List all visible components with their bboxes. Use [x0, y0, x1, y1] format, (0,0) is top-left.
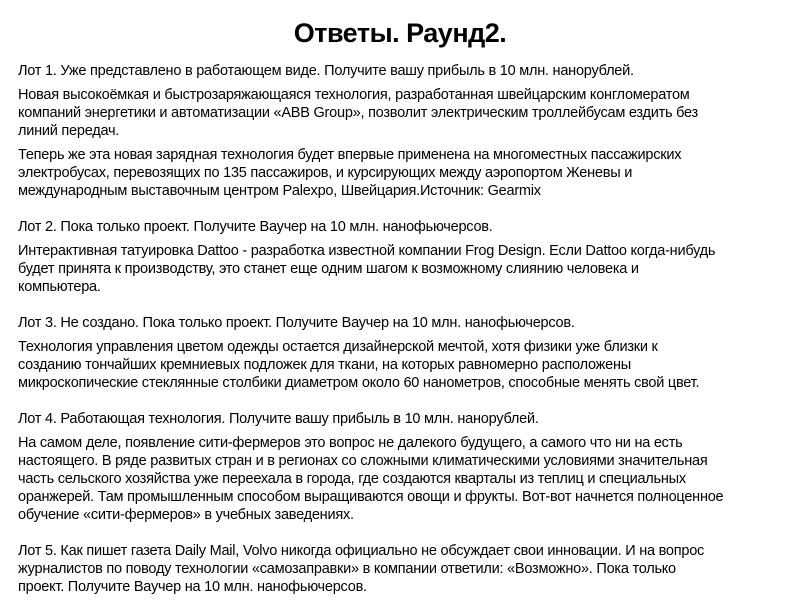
text-line: журналистов по поводу технологии «самозаправки» в компании ответили: «Возможно». Пока только — [18, 561, 676, 577]
text-line: микроскопические стеклянные столбики диаметром около 60 нанометров, способные менять свой цвет. — [18, 375, 700, 391]
lot-5-paragraph — [18, 542, 793, 596]
lot-2-paragraph — [18, 242, 793, 296]
text-line: электробусах, перевозящих по 135 пассажиров, и курсирующих между аэропортом Женевы и — [18, 165, 633, 181]
text-line: компьютера. — [18, 279, 101, 295]
text-line: оранжерей. Там промышленным способом выращиваются овощи и фрукты. Вот-вот начнется полноценное — [18, 489, 724, 505]
lot-3-paragraph — [18, 338, 793, 392]
slide-title: Ответы. Раунд2. — [293, 18, 507, 48]
text-line: международным выставочным центром Palexpo, Швейцария.Источник: Gearmix — [18, 183, 541, 199]
text-line: будет принята к производству, это станет еще одним шагом к возможному слиянию человека и — [18, 261, 639, 277]
text-line: проект. Получите Ваучер на 10 млн. нанофьючерсов. — [18, 579, 367, 595]
text-line: линий передач. — [18, 123, 120, 139]
text-line: Лот 3. Не создано. Пока только проект. Получите Ваучер на 10 млн. нанофьючерсов. — [18, 315, 575, 331]
slide-content — [18, 62, 793, 596]
text-line: часть сельского хозяйства уже переехала в города, где создаются кварталы из теплиц и специальных — [18, 471, 686, 487]
text-line: Теперь же эта новая зарядная технология будет впервые применена на многоместных пассажирских — [18, 147, 682, 163]
text-line: Лот 1. Уже представлено в работающем виде. Получите вашу прибыль в 10 млн. нанорублей. — [18, 63, 634, 79]
text-line: обучение «сити-фермеров» в учебных заведениях. — [18, 507, 354, 523]
text-line: созданию тончайших кремниевых подложек для ткани, на которых равномерно расположены — [18, 357, 631, 373]
text-line: Интерактивная татуировка Dattoo - разработка известной компании Frog Design. Если Dattoo когда-нибудь — [18, 243, 716, 259]
lot-4-heading — [18, 410, 793, 428]
lot-2-heading — [18, 218, 793, 236]
text-line: На самом деле, появление сити-фермеров это вопрос не далекого будущего, а самого что ни на есть — [18, 435, 683, 451]
text-line: Лот 5. Как пишет газета Daily Mail, Volvo никогда официально не обсуждает свои инновации. И на вопрос — [18, 543, 705, 559]
text-line: Лот 4. Работающая технология. Получите вашу прибыль в 10 млн. нанорублей. — [18, 411, 539, 427]
lot-1-paragraph-1 — [18, 86, 793, 140]
lot-1-paragraph-2 — [18, 146, 793, 200]
text-line: Технология управления цветом одежды остается дизайнерской мечтой, хотя физики уже близки к — [18, 339, 658, 355]
lot-3-heading — [18, 314, 793, 332]
text-line: компаний энергетики и автоматизации «ABB Group», позволит электрическим троллейбусам ездить без — [18, 105, 698, 121]
text-line: Новая высокоёмкая и быстрозаряжающаяся технология, разработанная швейцарским конгломератом — [18, 87, 690, 103]
text-line: Лот 2. Пока только проект. Получите Ваучер на 10 млн. нанофьючерсов. — [18, 219, 493, 235]
text-line: настоящего. В ряде развитых стран и в регионах со сложными климатическими условиями значительная — [18, 453, 708, 469]
lot-1-heading — [18, 62, 793, 80]
lot-4-paragraph — [18, 434, 793, 524]
